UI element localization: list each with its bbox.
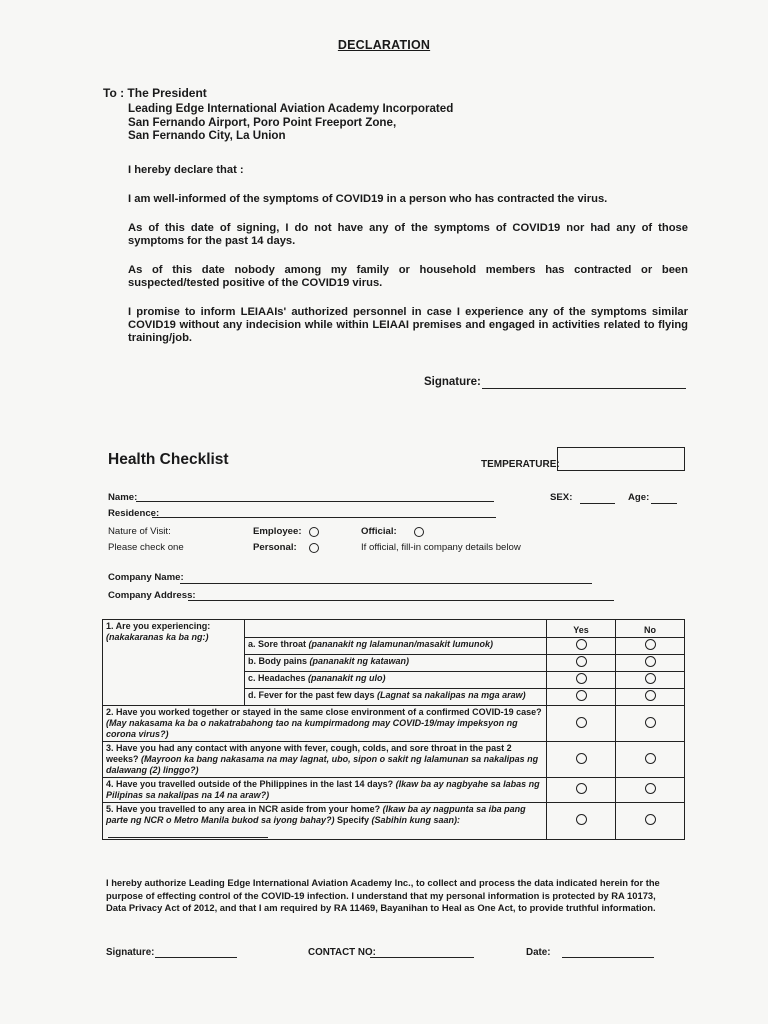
employee-radio[interactable] xyxy=(309,527,319,537)
question-5-specify-field[interactable] xyxy=(108,826,268,838)
name-field[interactable] xyxy=(136,501,494,502)
official-radio[interactable] xyxy=(414,527,424,537)
temperature-field[interactable] xyxy=(557,447,685,471)
header-spacer xyxy=(245,620,547,638)
contact-number-label: CONTACT NO: xyxy=(308,947,376,958)
question-3-no-radio[interactable] xyxy=(645,753,656,764)
date-label: Date: xyxy=(526,947,551,958)
health-checklist-title: Health Checklist xyxy=(108,451,229,468)
company-address-field[interactable] xyxy=(188,600,614,601)
question-1-translation: (nakakaranas ka ba ng:) xyxy=(106,632,209,642)
symptom-a-no-radio[interactable] xyxy=(645,639,656,650)
address-line-1: Leading Edge International Aviation Academy Incorporated xyxy=(128,102,454,115)
question-3 xyxy=(103,742,547,778)
age-field[interactable] xyxy=(651,503,677,504)
question-3-yes-cell xyxy=(547,742,616,778)
declaration-statement-3: As of this date nobody among my family or household members has contracted or been suspected/tested positive of the COVID19 virus. xyxy=(128,264,688,289)
question-1-text: 1. Are you experiencing: xyxy=(106,621,211,631)
symptom-c-no-cell xyxy=(616,672,685,689)
symptom-c-text: c. Headaches xyxy=(248,673,309,683)
column-yes: Yes xyxy=(547,620,616,638)
official-label: Official: xyxy=(361,526,397,537)
symptom-d xyxy=(245,689,547,706)
official-note: If official, fill-in company details below xyxy=(361,542,521,553)
data-privacy-consent: I hereby authorize Leading Edge International Aviation Academy Inc., to collect and process the data indicated herein for the purpose of effecting control of the COVID-19 infection. I understand that my personal information is protected by RA 10173, Data Privacy Act of 2012, and that I am required by RA 11469, Bayanihan to Heal as One Act, to provide truthful information. xyxy=(106,877,660,913)
symptom-d-no-radio[interactable] xyxy=(645,690,656,701)
symptom-b xyxy=(245,655,547,672)
table-row xyxy=(103,778,685,803)
name-label: Name: xyxy=(108,492,138,503)
question-5-translation: (Ikaw ba ay nagpunta sa iba pang parte ng NCR o Metro Manila bukod sa iyong bahay?) xyxy=(106,804,526,825)
personal-label: Personal: xyxy=(253,542,297,553)
symptom-a-yes-radio[interactable] xyxy=(576,639,587,650)
date-field[interactable] xyxy=(562,957,654,958)
symptom-b-text: b. Body pains xyxy=(248,656,310,666)
question-2-no-cell xyxy=(616,706,685,742)
table-row xyxy=(103,742,685,778)
symptom-a-translation: (pananakit ng lalamunan/masakit lumunok) xyxy=(308,639,494,649)
symptom-c-yes-radio[interactable] xyxy=(576,673,587,684)
addressee-line: To : The President xyxy=(103,86,207,100)
question-5-specify: Specify xyxy=(334,815,372,825)
symptom-b-translation: (pananakit ng katawan) xyxy=(309,656,410,666)
addressee-address xyxy=(128,102,453,143)
question-2-no-radio[interactable] xyxy=(645,717,656,728)
symptom-d-translation: (Lagnat sa nakalipas na mga araw) xyxy=(377,690,526,700)
symptom-c-yes-cell xyxy=(547,672,616,689)
symptom-a-no-cell xyxy=(616,638,685,655)
company-name-label: Company Name: xyxy=(108,572,184,583)
table-row xyxy=(103,706,685,742)
column-no: No xyxy=(616,620,685,638)
question-5-specify-translation: (Sabihin kung saan): xyxy=(371,815,461,825)
check-one-label: Please check one xyxy=(108,542,184,553)
question-2-yes-radio[interactable] xyxy=(576,717,587,728)
sex-field[interactable] xyxy=(580,503,615,504)
declaration-intro: I hereby declare that : xyxy=(128,164,244,176)
question-5-no-radio[interactable] xyxy=(645,814,656,825)
symptom-c xyxy=(245,672,547,689)
symptom-b-no-cell xyxy=(616,655,685,672)
question-4 xyxy=(103,778,547,803)
question-2-yes-cell xyxy=(547,706,616,742)
declaration-signature-field[interactable] xyxy=(482,388,686,389)
question-5-text: 5. Have you travelled to any area in NCR aside from your home? xyxy=(106,804,383,814)
question-3-translation: (Mayroon ka bang nakasama na may lagnat, ubo, sipon o sakit ng lalamunan sa nakalipas ng dalawang (2) linggo?) xyxy=(106,754,539,775)
declaration-statement-2: As of this date of signing, I do not have any of the symptoms of COVID19 nor had any of those symptoms for the past 14 days. xyxy=(128,222,688,247)
symptom-d-yes-radio[interactable] xyxy=(576,690,587,701)
question-4-no-radio[interactable] xyxy=(645,783,656,794)
symptom-b-yes-radio[interactable] xyxy=(576,656,587,667)
contact-number-field[interactable] xyxy=(370,957,474,958)
address-line-3: San Fernando City, La Union xyxy=(128,129,286,142)
symptom-c-no-radio[interactable] xyxy=(645,673,656,684)
question-2-text: 2. Have you worked together or stayed in the same close environment of a confirmed COVID-19 case? xyxy=(106,707,542,717)
residence-label: Residence: xyxy=(108,508,160,519)
question-5 xyxy=(103,803,547,840)
question-4-translation: (Ikaw ba ay nagbyahe sa labas ng Pilipinas sa nakalipas na 14 na araw?) xyxy=(106,779,540,800)
checklist-signature-field[interactable] xyxy=(155,957,237,958)
symptom-d-no-cell xyxy=(616,689,685,706)
health-question-table xyxy=(102,619,685,840)
symptom-d-text: d. Fever for the past few days xyxy=(248,690,378,700)
table-row xyxy=(103,803,685,840)
question-4-yes-cell xyxy=(547,778,616,803)
question-5-yes-radio[interactable] xyxy=(576,814,587,825)
declaration-statement-4: I promise to inform LEIAAIs' authorized personnel in case I experience any of the symptoms similar COVID19 without any indecision while within LEIAAI premises and engaged in activities related to flying training/job. xyxy=(128,306,688,344)
symptom-b-yes-cell xyxy=(547,655,616,672)
question-4-no-cell xyxy=(616,778,685,803)
age-label: Age: xyxy=(628,492,650,503)
symptom-d-yes-cell xyxy=(547,689,616,706)
symptom-a-yes-cell xyxy=(547,638,616,655)
sex-label: SEX: xyxy=(550,492,573,503)
declaration-title: DECLARATION xyxy=(337,38,431,52)
question-5-yes-cell xyxy=(547,803,616,840)
declaration-signature-label: Signature: xyxy=(424,376,481,388)
question-3-text: 3. Have you had any contact with anyone with fever, cough, colds, and sore throat in the past 2 weeks? xyxy=(106,743,512,764)
question-2-translation: (May nakasama ka ba o nakatrabahong tao na kumpirmadong may COVID-19/may impeksyon ng corona virus?) xyxy=(106,718,518,739)
symptom-a xyxy=(245,638,547,655)
company-address-label: Company Address: xyxy=(108,590,196,601)
company-name-field[interactable] xyxy=(180,583,592,584)
symptom-a-text: a. Sore throat xyxy=(248,639,309,649)
symptom-b-no-radio[interactable] xyxy=(645,656,656,667)
question-2 xyxy=(103,706,547,742)
question-4-yes-radio[interactable] xyxy=(576,783,587,794)
question-5-no-cell xyxy=(616,803,685,840)
address-line-2: San Fernando Airport, Poro Point Freeport Zone, xyxy=(128,115,397,129)
residence-field[interactable] xyxy=(152,517,496,518)
employee-label: Employee: xyxy=(253,526,302,537)
nature-of-visit-label: Nature of Visit: xyxy=(108,526,171,537)
symptom-c-translation: (pananakit ng ulo) xyxy=(308,673,386,683)
checklist-signature-label: Signature: xyxy=(106,947,155,958)
table-row xyxy=(103,620,685,638)
personal-radio[interactable] xyxy=(309,543,319,553)
question-1-cell xyxy=(103,620,245,706)
temperature-label: TEMPERATURE: xyxy=(481,459,560,470)
question-3-yes-radio[interactable] xyxy=(576,753,587,764)
declaration-statement-1: I am well-informed of the symptoms of COVID19 in a person who has contracted the virus. xyxy=(128,193,608,205)
question-4-text: 4. Have you travelled outside of the Philippines in the last 14 days? xyxy=(106,779,396,789)
question-3-no-cell xyxy=(616,742,685,778)
